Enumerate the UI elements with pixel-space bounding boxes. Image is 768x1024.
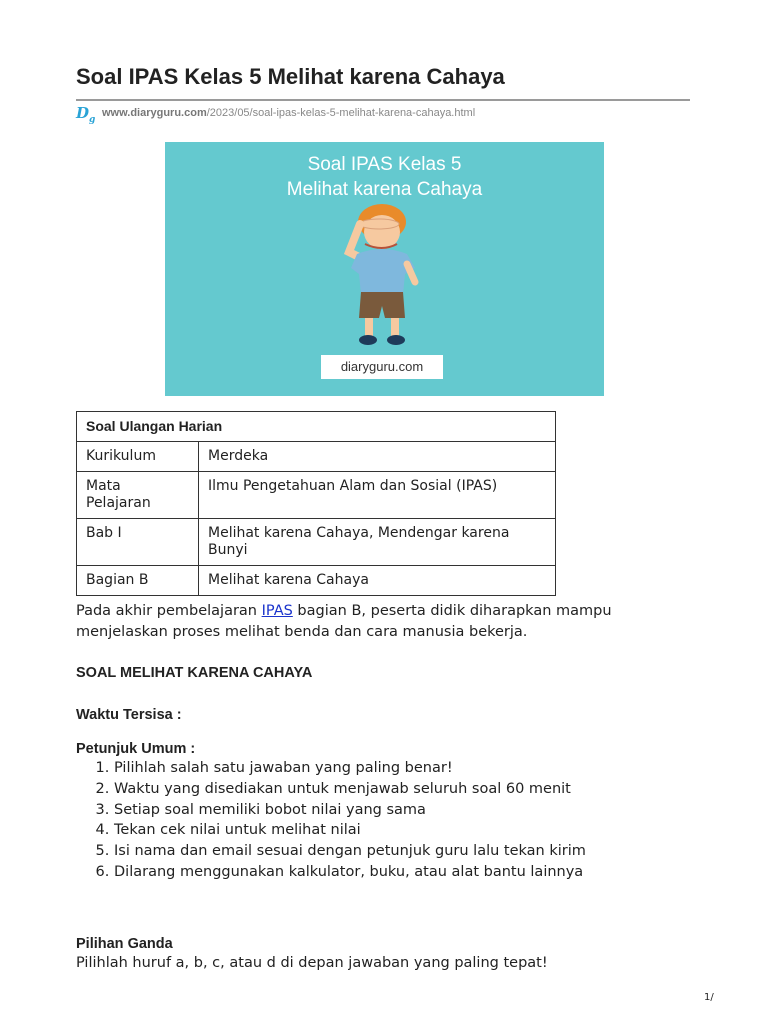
instructions-heading: Petunjuk Umum : bbox=[76, 741, 196, 757]
row-value: Ilmu Pengetahuan Alam dan Sosial (IPAS) bbox=[199, 472, 556, 519]
info-table bbox=[76, 411, 556, 596]
time-remaining-label: Waktu Tersisa : bbox=[76, 707, 182, 723]
table-row bbox=[77, 442, 556, 472]
list-item: 5. Isi nama dan email sesuai dengan petunjuk guru lalu tekan kirim bbox=[114, 841, 714, 862]
table-row bbox=[77, 472, 556, 519]
hero-brand-label: diaryguru.com bbox=[321, 355, 443, 379]
row-label: Mata Pelajaran bbox=[77, 472, 199, 519]
page-title: Soal IPAS Kelas 5 Melihat karena Cahaya bbox=[76, 64, 505, 89]
table-row bbox=[77, 566, 556, 596]
intro-paragraph: Pada akhir pembelajaran IPAS bagian B, peserta didik diharapkan mampu menjelaskan proses melihat benda dan cara manusia bekerja. bbox=[76, 603, 612, 640]
source-url[interactable]: www.diaryguru.com/2023/05/soal-ipas-kelas-5-melihat-karena-cahaya.html bbox=[102, 107, 476, 119]
instructions-list bbox=[76, 758, 714, 883]
multiple-choice-instruction: Pilihlah huruf a, b, c, atau d di depan jawaban yang paling tepat! bbox=[76, 955, 548, 971]
info-table-header: Soal Ulangan Harian bbox=[77, 412, 556, 442]
diaryguru-logo-icon: $D_g$ bbox=[76, 104, 96, 125]
row-value: Merdeka bbox=[199, 442, 556, 472]
section-title: SOAL MELIHAT KARENA CAHAYA bbox=[76, 665, 313, 681]
row-label: Bab I bbox=[77, 519, 199, 566]
row-value: Melihat karena Cahaya bbox=[199, 566, 556, 596]
list-item: 2. Waktu yang disediakan untuk menjawab seluruh soal 60 menit bbox=[114, 779, 714, 800]
page-number: 1/ bbox=[704, 992, 714, 1003]
table-row bbox=[77, 519, 556, 566]
boy-saluting-illustration bbox=[335, 202, 435, 352]
row-label: Kurikulum bbox=[77, 442, 199, 472]
multiple-choice-heading: Pilihan Ganda bbox=[76, 936, 173, 952]
ipas-link[interactable]: IPAS bbox=[261, 603, 293, 619]
list-item: 6. Dilarang menggunakan kalkulator, buku, atau alat bantu lainnya bbox=[114, 862, 714, 883]
title-divider bbox=[76, 99, 690, 101]
list-item: 3. Setiap soal memiliki bobot nilai yang sama bbox=[114, 800, 714, 821]
row-label: Bagian B bbox=[77, 566, 199, 596]
list-item: 1. Pilihlah salah satu jawaban yang paling benar! bbox=[114, 758, 714, 779]
row-value: Melihat karena Cahaya, Mendengar karena Bunyi bbox=[199, 519, 556, 566]
hero-image bbox=[165, 142, 604, 396]
list-item: 4. Tekan cek nilai untuk melihat nilai bbox=[114, 820, 714, 841]
hero-title: Soal IPAS Kelas 5 Melihat karena Cahaya bbox=[286, 154, 483, 200]
